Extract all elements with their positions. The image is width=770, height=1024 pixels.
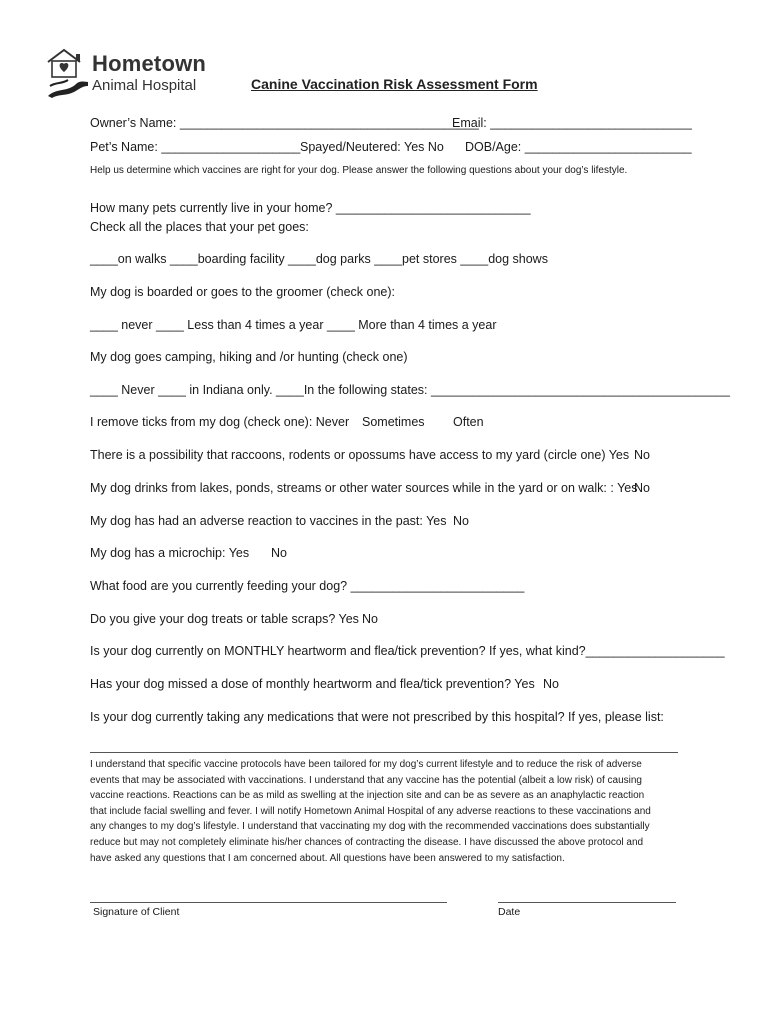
places-options[interactable]: ____on walks ____boarding facility ____dog parks ____pet stores ____dog shows bbox=[90, 252, 548, 266]
consent-line: that include facial swelling and fever. I will notify Hometown Animal Hospital of any adverse reactions to these vaccinations and bbox=[90, 805, 651, 817]
date-label: Date bbox=[498, 906, 521, 918]
question-microchip[interactable]: My dog has a microchip: Yes bbox=[90, 546, 250, 560]
question-food[interactable]: What food are you currently feeding your dog? _________________________ bbox=[90, 579, 525, 593]
question-pets-count[interactable]: How many pets currently live in your home? ____________________________ bbox=[90, 201, 531, 215]
date-line[interactable] bbox=[498, 902, 676, 903]
missed-option-no[interactable]: No bbox=[543, 677, 559, 691]
ticks-option-often[interactable]: Often bbox=[453, 415, 484, 429]
medications-answer-line[interactable] bbox=[90, 752, 678, 753]
question-adverse-reaction[interactable]: My dog has had an adverse reaction to vaccines in the past: Yes bbox=[90, 514, 447, 528]
help-text: Help us determine which vaccines are right for your dog. Please answer the following questions about your dog’s lifestyle. bbox=[90, 165, 628, 176]
question-groomer: My dog is boarded or goes to the groomer (check one): bbox=[90, 285, 396, 299]
consent-line: I understand that specific vaccine protocols have been tailored for my dog’s current lifestyle and to reduce the risk of adverse bbox=[90, 759, 642, 770]
owner-name-field[interactable]: Owner’s Name: ___________________________________________ bbox=[90, 116, 479, 130]
house-with-heart-icon bbox=[46, 48, 90, 100]
ticks-option-sometimes[interactable]: Sometimes bbox=[362, 415, 425, 429]
consent-line: any changes to my dog’s lifestyle. I understand that vaccinating my dog with the recommended vaccinations does substantially bbox=[90, 821, 650, 833]
question-medications[interactable]: Is your dog currently taking any medications that were not prescribed by this hospital? If yes, please list: bbox=[90, 710, 664, 724]
question-heartworm[interactable]: Is your dog currently on MONTHLY heartworm and flea/tick prevention? If yes, what kind?____________________ bbox=[90, 644, 725, 658]
raccoons-option-no[interactable]: No bbox=[634, 448, 650, 462]
question-ticks[interactable]: I remove ticks from my dog (check one): Never bbox=[90, 415, 350, 429]
question-places: Check all the places that your pet goes: bbox=[90, 220, 309, 234]
treats-option-no[interactable]: No bbox=[362, 612, 378, 626]
question-treats[interactable]: Do you give your dog treats or table scraps? Yes bbox=[90, 612, 359, 626]
microchip-option-no[interactable]: No bbox=[271, 546, 287, 560]
dob-age-field[interactable]: DOB/Age: ________________________ bbox=[465, 140, 692, 154]
logo-name-line2: Animal Hospital bbox=[92, 77, 197, 94]
signature-label: Signature of Client bbox=[93, 906, 180, 918]
consent-line: have asked any questions that I am concerned about. All questions have been answered to my satisfaction. bbox=[90, 852, 565, 864]
logo-name-line1: Hometown bbox=[92, 51, 207, 76]
groomer-options[interactable]: ____ never ____ Less than 4 times a year ____ More than 4 times a year bbox=[90, 318, 497, 332]
pet-name-field[interactable]: Pet’s Name: ____________________ bbox=[90, 140, 301, 154]
question-lakes[interactable]: My dog drinks from lakes, ponds, streams or other water sources while in the yard or on walk: : Yes bbox=[90, 481, 638, 495]
email-field[interactable]: Email: _____________________________ bbox=[452, 116, 692, 130]
question-camping: My dog goes camping, hiking and /or hunting (check one) bbox=[90, 350, 408, 364]
form-title: Canine Vaccination Risk Assessment Form bbox=[251, 76, 538, 92]
signature-line[interactable] bbox=[90, 902, 447, 903]
spayed-neutered-field[interactable]: Spayed/Neutered: Yes No bbox=[300, 140, 444, 154]
consent-paragraph bbox=[90, 757, 682, 866]
consent-line: reduce but may not completely eliminate his/her chances of contracting the disease. I have discussed the above protocol and bbox=[90, 836, 644, 848]
consent-line: events that may be associated with vaccinations. I understand that any vaccine has the potential (albeit a low risk) of causing bbox=[90, 774, 642, 786]
lakes-option-no[interactable]: No bbox=[634, 481, 650, 495]
consent-line: vaccine reactions. Reactions can be as mild as swelling at the injection site and can be as severe as an anaphylactic reaction bbox=[90, 790, 645, 802]
camping-options[interactable]: ____ Never ____ in Indiana only. ____In the following states: ___________________________________________ bbox=[90, 383, 730, 397]
adverse-option-no[interactable]: No bbox=[453, 514, 469, 528]
question-missed-dose[interactable]: Has your dog missed a dose of monthly heartworm and flea/tick prevention? Yes bbox=[90, 677, 535, 691]
question-raccoons[interactable]: There is a possibility that raccoons, rodents or opossums have access to my yard (circle one) Yes bbox=[90, 448, 630, 462]
